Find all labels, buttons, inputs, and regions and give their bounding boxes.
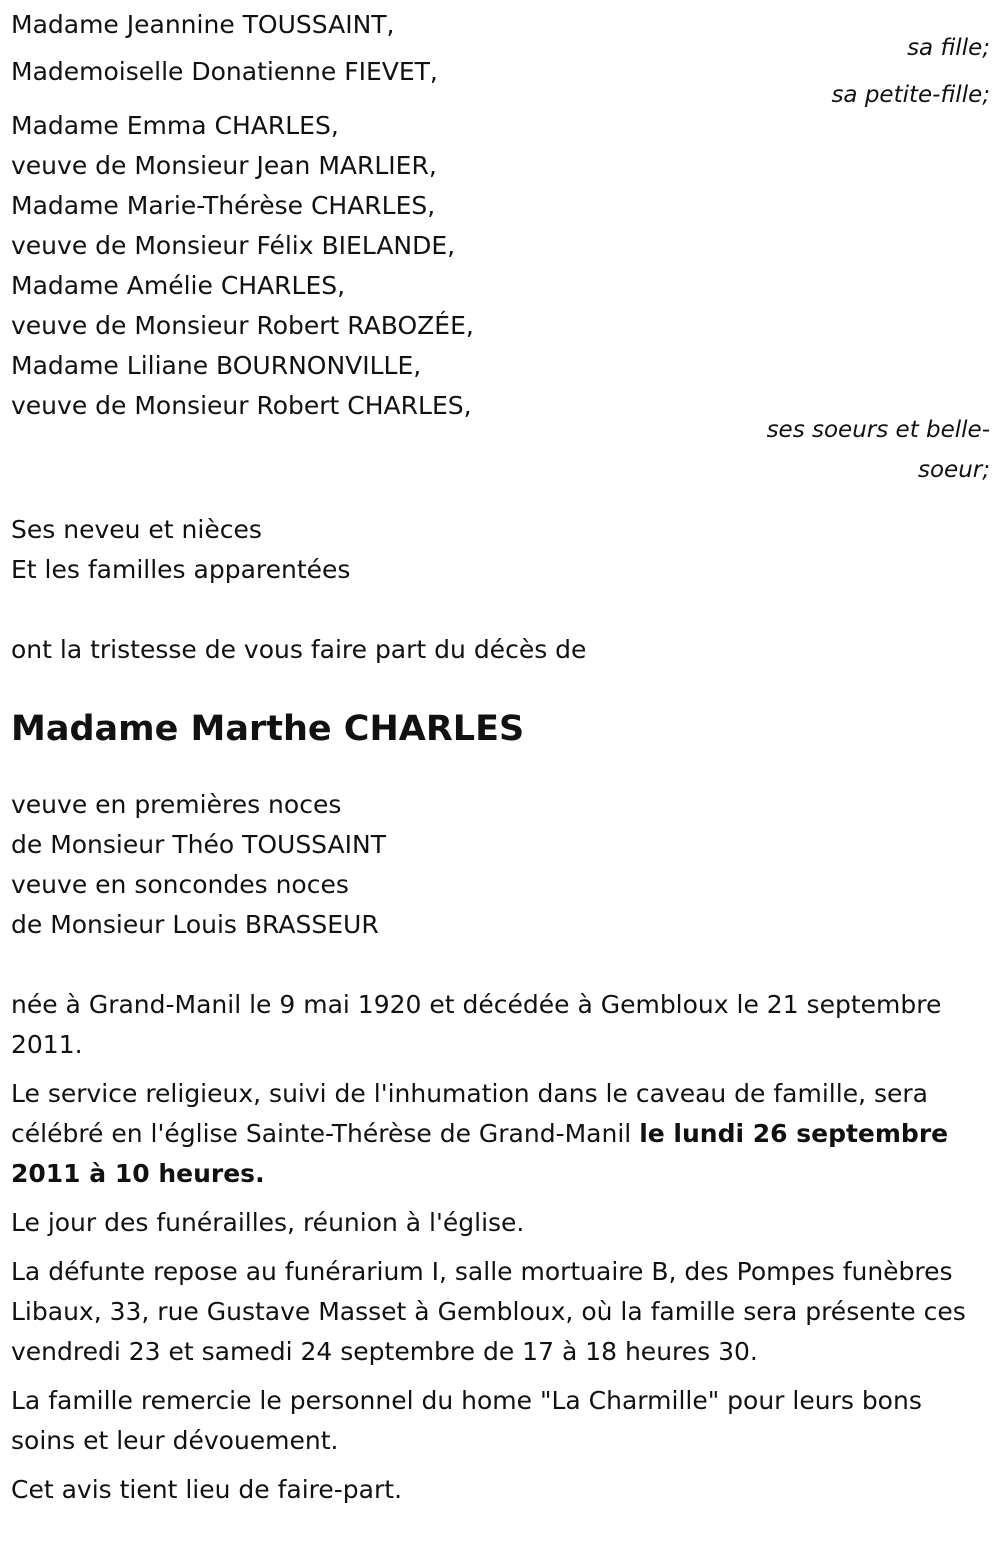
other-relatives-line: Et les familles apparentées — [11, 555, 351, 584]
service-paragraph — [11, 1074, 986, 1194]
granddaughter-name: Mademoiselle Donatienne FIEVET, — [11, 57, 438, 86]
service-intro: Le service religieux, suivi de l'inhumation dans le caveau de famille, sera célébré en l'église Sainte-Thérèse de Grand-Manil — [11, 1079, 928, 1148]
marriage-line: de Monsieur Louis BRASSEUR — [11, 910, 379, 939]
daughter-name: Madame Jeannine TOUSSAINT, — [11, 10, 395, 39]
birth-death-paragraph: née à Grand-Manil le 9 mai 1920 et décédée à Gembloux le 21 septembre 2011. — [11, 990, 942, 1059]
sister-line: veuve de Monsieur Félix BIELANDE, — [11, 231, 456, 260]
sister-line: Madame Liliane BOURNONVILLE, — [11, 351, 422, 380]
notice-paragraph: Cet avis tient lieu de faire-part. — [11, 1475, 403, 1504]
meeting-paragraph: Le jour des funérailles, réunion à l'église. — [11, 1208, 525, 1237]
service-date: le lundi 26 septembre 2011 à 10 heures. — [11, 1119, 949, 1188]
sister-line: Madame Amélie CHARLES, — [11, 271, 346, 300]
sister-line: Madame Marie-Thérèse CHARLES, — [11, 191, 436, 220]
marriage-line: de Monsieur Théo TOUSSAINT — [11, 830, 386, 859]
viewing-paragraph: La défunte repose au funérarium I, salle mortuaire B, des Pompes funèbres Libaux, 33, rue Gustave Masset à Gembloux, où la famille sera présente ces vendredi 23 et samedi 24 septembre de 17 à 18 heures 30. — [11, 1257, 966, 1366]
sisters-relation: ses soeurs et belle-soeur; — [766, 417, 990, 483]
daughter-relation: sa fille; — [907, 35, 990, 61]
other-relatives-line: Ses neveu et nièces — [11, 515, 262, 544]
other-relatives — [11, 510, 990, 590]
sisters-list — [11, 106, 990, 426]
granddaughter-relation: sa petite-fille; — [831, 82, 990, 108]
sister-line: veuve de Monsieur Jean MARLIER, — [11, 151, 437, 180]
marriage-line: veuve en premières noces — [11, 790, 342, 819]
sister-line: veuve de Monsieur Robert CHARLES, — [11, 391, 472, 420]
sister-line: veuve de Monsieur Robert RABOZÉE, — [11, 311, 474, 340]
marriage-line: veuve en soncondes noces — [11, 870, 349, 899]
marriages-list — [11, 785, 990, 945]
thanks-paragraph: La famille remercie le personnel du home "La Charmille" pour leurs bons soins et leur dévouement. — [11, 1386, 922, 1455]
sister-line: Madame Emma CHARLES, — [11, 111, 339, 140]
announcement-text: ont la tristesse de vous faire part du décès de — [11, 635, 587, 664]
deceased-name: Madame Marthe CHARLES — [11, 709, 525, 749]
